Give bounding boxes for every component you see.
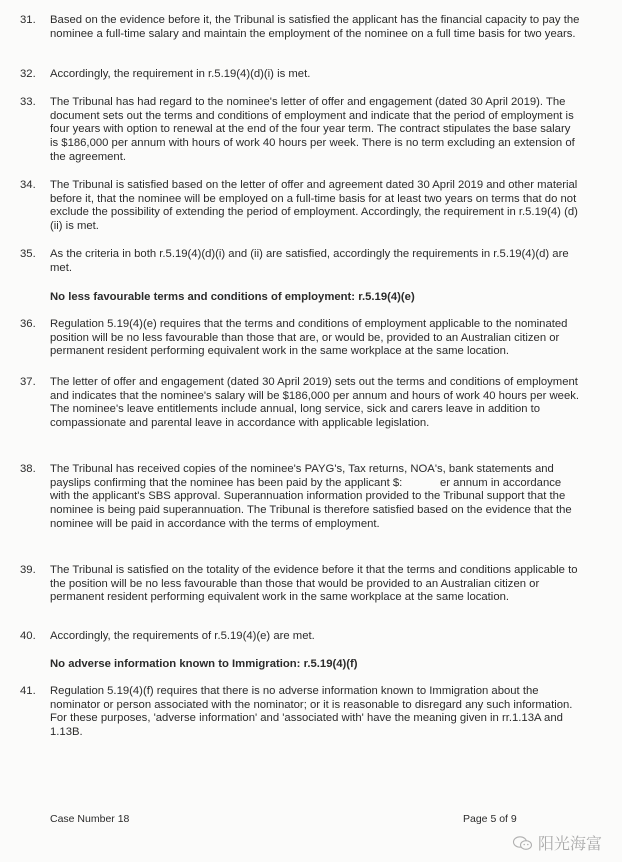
wechat-icon [512,835,534,851]
paragraph-number: 36. [20,318,36,330]
paragraph-number: 39. [20,564,36,576]
watermark-text: 阳光海富 [538,836,603,853]
paragraph-text: Accordingly, the requirement in r.5.19(4)(d)(i) is met. [50,68,311,80]
paragraph-text: Regulation 5.19(4)(e) requires that the terms and conditions of employment applicable to the nominated position will be no less favourable than those that are, or would be, provided to an Australian citizen or permanent resident performing equivalent work in the same workplace at the same location. [50,318,568,358]
paragraph-38 [20,463,580,532]
paragraph-35 [20,248,580,275]
paragraph-number: 41. [20,685,36,697]
paragraph-33 [20,96,580,165]
paragraph-number: 40. [20,630,36,642]
paragraph-number: 32. [20,68,36,80]
paragraph-41 [20,685,580,740]
paragraph-31 [20,14,580,41]
paragraph-number: 35. [20,248,36,260]
paragraph-text: The Tribunal has received copies of the nominee's PAYG's, Tax returns, NOA's, bank statements and payslips confirming that the nominee has been paid by the applicant $: er annum in accordance with the applicant's SBS approval. Superannuation information provided to the Tribunal support that the nominee is being paid superannuation. The Tribunal is therefore satisfied based on the evidence that the nominee will be paid in accordance with the terms of employment. [50,463,575,530]
paragraph-number: 38. [20,463,36,475]
paragraph-39 [20,564,580,605]
paragraph-34 [20,179,580,234]
paragraph-40 [20,630,580,644]
paragraph-number: 31. [20,14,36,26]
paragraph-number: 37. [20,376,36,388]
case-number: Case Number 18 [50,813,130,825]
paragraph-number: 33. [20,96,36,108]
paragraph-number: 34. [20,179,36,191]
paragraph-text: The Tribunal has had regard to the nominee's letter of offer and engagement (dated 30 April 2019). The document sets out the terms and conditions of employment and indicate that the period of employment is four years with option to renewal at the end of the four year term. The contract stipulates the base salary is $186,000 per annum with hours of work 40 hours per week. There is no term excluding an extension of the agreement. [50,96,575,163]
section-heading-adverse: No adverse information known to Immigration: r.5.19(4)(f) [50,658,358,670]
paragraph-text: As the criteria in both r.5.19(4)(d)(i) and (ii) are satisfied, accordingly the requirements in r.5.19(4)(d) are met. [50,248,569,274]
paragraph-32 [20,68,580,82]
watermark [512,831,602,854]
page-number: Page 5 of 9 [463,813,517,825]
paragraph-37 [20,376,580,431]
paragraph-text: The letter of offer and engagement (dated 30 April 2019) sets out the terms and conditions of employment and indicates that the nominee's salary will be $186,000 per annum and hours of work 40 hours per week. The nominee's leave entitlements include annual, long service, sick and carers leave in addition to compassionate and parental leave in accordance with applicable legislation. [50,376,580,430]
paragraph-text: Regulation 5.19(4)(f) requires that there is no adverse information known to Immigration about the nominator or person associated with the nominator; or it is reasonable to disregard any such information. For these purposes, 'adverse information' and 'associated with' have the meaning given in rr.1.13A and 1.13B. [50,685,573,739]
paragraph-text: Accordingly, the requirements of r.5.19(4)(e) are met. [50,630,315,642]
paragraph-text: The Tribunal is satisfied on the totality of the evidence before it that the terms and conditions applicable to the position will be no less favourable than those that would be provided to an Australian citizen or permanent resident performing equivalent work in the same workplace at the same location. [50,564,578,604]
section-heading-terms: No less favourable terms and conditions of employment: r.5.19(4)(e) [50,291,415,303]
paragraph-36 [20,318,580,359]
paragraph-text: Based on the evidence before it, the Tribunal is satisfied the applicant has the financial capacity to pay the nominee a full-time salary and maintain the employment of the nominee on a full time basis for two years. [50,14,580,40]
paragraph-text: The Tribunal is satisfied based on the letter of offer and agreement dated 30 April 2019 and other material before it, that the nominee will be employed on a full-time basis for at least two years on terms that do not exclude the possibility of extending the period of employment. Accordingly, the requirement in r.5.19(4) (d) (ii) is met. [50,179,578,233]
